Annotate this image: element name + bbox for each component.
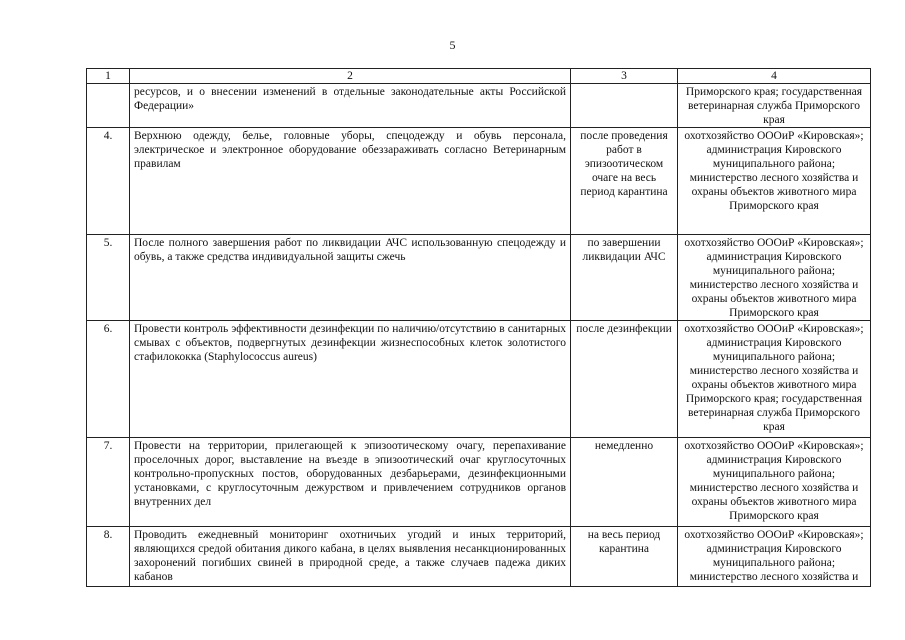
header-col-3: 3 [571, 69, 678, 84]
row-responsible: охотхозяйство ОООиР «Кировская»; администрация Кировского муниципального района; министерство лесного хозяйства и [678, 527, 871, 587]
row-responsible: охотхозяйство ОООиР «Кировская»; администрация Кировского муниципального района; министерство лесного хозяйства и охраны объектов животного мира Приморского края; государственная ветеринарная служба Приморского края [678, 321, 871, 438]
table-row [87, 235, 871, 321]
table-header-row [87, 69, 871, 84]
table-row [87, 438, 871, 527]
row-action: ресурсов, и о внесении изменений в отдельные законодательные акты Российской Федерации» [130, 84, 571, 128]
row-responsible: охотхозяйство ОООиР «Кировская»; администрация Кировского муниципального района; министерство лесного хозяйства и охраны объектов животного мира Приморского края [678, 235, 871, 321]
row-action: Проводить ежедневный мониторинг охотничьих угодий и иных территорий, являющихся средой обитания дикого кабана, в целях выявления несанкционированных захоронений погибших свиней в природной среде, а также случаев падежа диких кабанов [130, 527, 571, 587]
row-action: Провести на территории, прилегающей к эпизоотическому очагу, перепахивание проселочных дорог, выставление на въезде в эпизоотический очаг круглосуточных контрольно-пропускных постов, оборудованных дезбарьерами, дезинфекционными установками, с круглосуточным дежурством и привлечением сотрудников органов внутренних дел [130, 438, 571, 527]
table-row [87, 84, 871, 128]
row-action: Верхнюю одежду, белье, головные уборы, спецодежду и обувь персонала, электрическое и электронное оборудование обеззараживать согласно Ветеринарным правилам [130, 128, 571, 235]
row-term: после проведения работ в эпизоотическом очаге на весь период карантина [571, 128, 678, 235]
row-responsible: охотхозяйство ОООиР «Кировская»; администрация Кировского муниципального района; министерство лесного хозяйства и охраны объектов животного мира Приморского края [678, 128, 871, 235]
header-col-1: 1 [87, 69, 130, 84]
table-row [87, 321, 871, 438]
row-responsible: Приморского края; государственная ветеринарная служба Приморского края [678, 84, 871, 128]
row-number: 5. [87, 235, 130, 321]
row-term: на весь период карантина [571, 527, 678, 587]
page-number: 5 [449, 38, 456, 52]
row-number [87, 84, 130, 128]
row-responsible: охотхозяйство ОООиР «Кировская»; администрация Кировского муниципального района; министерство лесного хозяйства и охраны объектов животного мира Приморского края [678, 438, 871, 527]
table-row [87, 128, 871, 235]
row-number: 8. [87, 527, 130, 587]
row-number: 7. [87, 438, 130, 527]
table-row [87, 527, 871, 587]
row-term: по завершении ликвидации АЧС [571, 235, 678, 321]
header-col-4: 4 [678, 69, 871, 84]
measures-table [86, 68, 871, 587]
row-action: После полного завершения работ по ликвидации АЧС использованную спецодежду и обувь, а также средства индивидуальной защиты сжечь [130, 235, 571, 321]
row-term: после дезинфекции [571, 321, 678, 438]
header-col-2: 2 [130, 69, 571, 84]
row-action: Провести контроль эффективности дезинфекции по наличию/отсутствию в санитарных смывах с объектов, подвергнутых дезинфекции жизнеспособных клеток золотистого стафилококка (Staphylococcus aureus) [130, 321, 571, 438]
row-number: 4. [87, 128, 130, 235]
row-term: немедленно [571, 438, 678, 527]
row-number: 6. [87, 321, 130, 438]
row-term [571, 84, 678, 128]
